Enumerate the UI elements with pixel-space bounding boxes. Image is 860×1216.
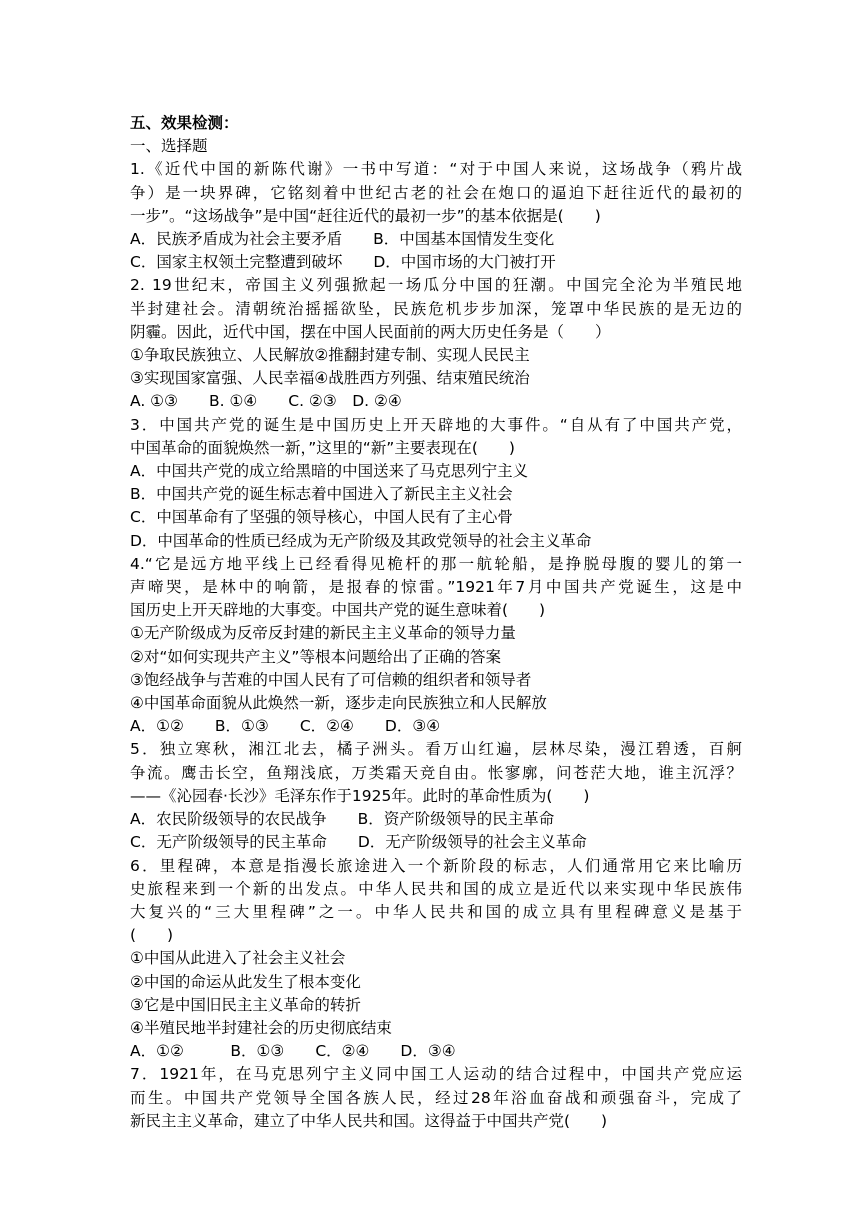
question-stem-line: ( ) [130, 926, 174, 945]
question-1 [130, 158, 742, 274]
question-stem-line: 一步”。“这场战争”是中国“赶往近代的最初一步”的基本依据是( ) [130, 206, 601, 225]
statement-line: ②中国的命运从此发生了根本变化 [130, 972, 361, 991]
statement-line: ①无产阶级成为反帝反封建的新民主主义革命的领导力量 [130, 624, 516, 643]
question-2 [130, 274, 742, 413]
question-stem-line: 3．中国共产党的诞生是中国历史上开天辟地的大事件。“自从有了中国共产党， [130, 415, 742, 434]
question-stem-line: 7．1921年，在马克思列宁主义同中国工人运动的结合过程中，中国共产党应运 [130, 1065, 742, 1084]
question-stem-line: 4.“它是远方地平线上已经看得见桅杆的那一航轮船，是挣脱母腹的婴儿的第一 [130, 554, 742, 573]
question-stem-line: 声啼哭，是林中的响箭，是报春的惊雷。”1921年7月中国共产党诞生，这是中 [130, 578, 742, 597]
answer-option-line: A．①② B．①③ C．②④ D．③④ [130, 1042, 456, 1061]
statement-line: ①争取民族独立、人民解放②推翻封建专制、实现人民民主 [130, 346, 530, 365]
question-stem-line: 史旅程来到一个新的出发点。中华人民共和国的成立是近代以来实现中华民族伟 [130, 879, 742, 898]
statement-line: ②对“如何实现共产主义”等根本问题给出了正确的答案 [130, 647, 501, 666]
question-3 [130, 414, 742, 553]
question-stem-line: 2. 19世纪末，帝国主义列强掀起一场瓜分中国的狂潮。中国完全沦为半殖民地 [130, 276, 742, 295]
question-stem-line: 大复兴的“三大里程碑”之一。中华人民共和国的成立具有里程碑意义是基于 [130, 902, 742, 921]
answer-option-line: A．①② B．①③ C．②④ D．③④ [130, 717, 441, 736]
question-stem-line: 5．独立寒秋，湘江北去，橘子洲头。看万山红遍，层林尽染，漫江碧透，百舸 [130, 740, 742, 759]
statement-line: ③饱经战争与苦难的中国人民有了可信赖的组织者和领导者 [130, 670, 532, 689]
statement-line: ③实现国家富强、人民幸福④战胜西方列强、结束殖民统治 [130, 369, 530, 388]
question-stem-line: 争）是一块界碑，它铭刻着中世纪古老的社会在炮口的逼迫下赶往近代的最初的 [130, 183, 742, 202]
question-stem-line: 新民主主义革命，建立了中华人民共和国。这得益于中国共产党( ) [130, 1111, 608, 1130]
question-stem-line: 6．里程碑，本意是指漫长旅途进入一个新阶段的标志，人们通常用它来比喻历 [130, 856, 742, 875]
question-4 [130, 553, 742, 739]
question-stem-line: 阴霾。因此，近代中国，摆在中国人民面前的两大历史任务是（ ） [130, 322, 611, 341]
answer-option-line: A. ①③ B. ①④ C. ②③ D. ②④ [130, 392, 402, 411]
worksheet-page [130, 112, 742, 1133]
question-6 [130, 855, 742, 1064]
statement-line: ④中国革命面貌从此焕然一新，逐步走向民族独立和人民解放 [130, 694, 547, 713]
question-5 [130, 738, 742, 854]
statement-line: ④半殖民地半封建社会的历史彻底结束 [130, 1018, 392, 1037]
question-stem-line: 而生。中国共产党领导全国各族人民，经过28年浴血奋战和顽强奋斗，完成了 [130, 1088, 742, 1107]
answer-option-line: A．中国共产党的成立给黑暗的中国送来了马克思列宁主义 [130, 462, 529, 481]
question-stem-line: 中国革命的面貌焕然一新，”这里的“新”主要表现在( ) [130, 438, 515, 457]
section-title: 五、效果检测： [130, 114, 239, 132]
question-stem-line: 半封建社会。清朝统治摇摇欲坠，民族危机步步加深，笼罩中华民族的是无边的 [130, 299, 742, 318]
answer-option-line: C．国家主权领土完整遭到破坏 D．中国市场的大门被打开 [130, 253, 556, 272]
statement-line: ③它是中国旧民主主义革命的转折 [130, 995, 361, 1014]
statement-line: ①中国从此进入了社会主义社会 [130, 949, 346, 968]
part-title: 一、选择题 [130, 137, 208, 156]
question-stem-line: ——《沁园春·长沙》毛泽东作于1925年。此时的革命性质为( ) [130, 786, 590, 805]
answer-option-line: A．民族矛盾成为社会主要矛盾 B．中国基本国情发生变化 [130, 230, 555, 249]
answer-option-line: A．农民阶级领导的农民战争 B．资产阶级领导的民主革命 [130, 810, 555, 829]
question-stem-line: 1.《近代中国的新陈代谢》一书中写道：“对于中国人来说，这场战争（鸦片战 [130, 160, 742, 179]
answer-option-line: B．中国共产党的诞生标志着中国进入了新民主主义社会 [130, 485, 513, 504]
answer-option-line: D．中国革命的性质已经成为无产阶级及其政党领导的社会主义革命 [130, 531, 592, 550]
question-stem-line: 争流。鹰击长空，鱼翔浅底，万类霜天竞自由。怅寥廓，问苍茫大地，谁主沉浮？ [130, 763, 742, 782]
answer-option-line: C．无产阶级领导的民主革命 D．无产阶级领导的社会主义革命 [130, 833, 587, 852]
question-stem-line: 国历史上开天辟地的大事变。中国共产党的诞生意味着( ) [130, 601, 546, 620]
answer-option-line: C．中国革命有了坚强的领导核心，中国人民有了主心骨 [130, 508, 513, 527]
question-7 [130, 1063, 742, 1133]
